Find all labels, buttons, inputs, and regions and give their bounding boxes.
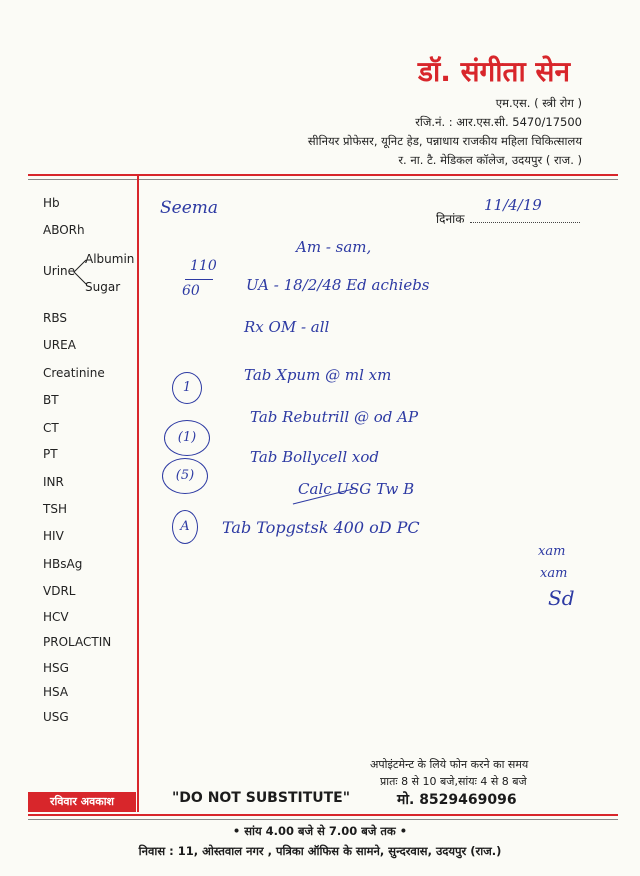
- test-hiv: HIV: [43, 529, 64, 543]
- bp-systolic: 110: [190, 258, 217, 274]
- test-vdrl: VDRL: [43, 584, 76, 598]
- med-number-1: 1: [172, 372, 202, 404]
- date-line: [470, 222, 580, 223]
- appointment-time: प्रातः 8 से 10 बजे,सांयः 4 से 8 बजे: [380, 775, 527, 788]
- date-label: दिनांक: [436, 212, 465, 226]
- urine-label: Urine: [43, 264, 76, 278]
- test-inr: INR: [43, 475, 64, 489]
- evening-timing: • सांय 4.00 बजे से 7.00 बजे तक •: [232, 824, 408, 838]
- medicine-4: Calc USG Tw B: [298, 480, 415, 498]
- column-divider: [137, 176, 139, 812]
- tail-note-2: xam: [540, 566, 568, 581]
- medicine-1: Tab Xpum @ ml xm: [244, 366, 392, 384]
- doctor-degree: एम.एस. ( स्त्री रोग ): [495, 96, 582, 110]
- test-hsg: HSG: [43, 661, 69, 675]
- doctor-signature: Sd: [548, 586, 575, 610]
- footer-divider-grey: [28, 819, 618, 820]
- bp-fraction-line: [185, 279, 213, 280]
- bp-diastolic: 60: [182, 283, 200, 299]
- test-hcv: HCV: [43, 610, 69, 624]
- test-tsh: TSH: [43, 502, 67, 516]
- footer-divider-red: [28, 814, 618, 816]
- test-ct: CT: [43, 421, 59, 435]
- do-not-substitute: "DO NOT SUBSTITUTE": [172, 790, 351, 806]
- registration-number: रजि.नं. : आर.एस.सी. 5470/17500: [415, 115, 582, 129]
- tail-note-1: xam: [538, 544, 566, 559]
- med-number-2: (1): [164, 420, 210, 456]
- test-usg: USG: [43, 710, 69, 724]
- medicine-5: Tab Topgstsk 400 oD PC: [222, 518, 420, 537]
- residence-address: निवास : 11, ओस्तवाल नगर , पत्रिका ऑफिस के सामने, सुन्दरवास, उदयपुर (राज.): [138, 844, 502, 858]
- test-rbs: RBS: [43, 311, 67, 325]
- test-hb: Hb: [43, 196, 60, 210]
- appointment-title: अपोइंटमेन्ट के लिये फोन करने का समय: [370, 758, 529, 771]
- handwritten-date: 11/4/19: [484, 196, 542, 214]
- medicine-3: Tab Bollycell xod: [250, 448, 380, 466]
- complaint-line: Am - sam,: [296, 238, 372, 256]
- test-hsa: HSA: [43, 685, 69, 699]
- header-divider-red: [28, 174, 618, 176]
- sunday-holiday-badge: रविवार अवकाश: [28, 792, 136, 812]
- med-number-4: A: [172, 510, 198, 544]
- medicine-2: Tab Rebutrill @ od AP: [250, 408, 419, 426]
- college-name: र. ना. टै. मेडिकल कॉलेज, उदयपुर ( राज. ): [398, 153, 582, 167]
- doctor-position: सीनियर प्रोफेसर, यूनिट हेड, पन्नाधाय राजकीय महिला चिकित्सालय: [307, 134, 582, 148]
- test-urea: UREA: [43, 338, 76, 352]
- header-divider-grey: [28, 179, 618, 180]
- test-pt: PT: [43, 447, 58, 461]
- med-number-3: (5): [162, 458, 208, 494]
- test-prolactin: PROLACTIN: [43, 635, 112, 649]
- test-aborh: ABORh: [43, 223, 85, 237]
- mobile-number: मो. 8529469096: [397, 792, 517, 808]
- urine-sugar: Sugar: [85, 280, 121, 294]
- doctor-name: डॉ. संगीता सेन: [418, 55, 570, 88]
- test-hbsag: HBsAg: [43, 557, 83, 571]
- rx-line: Rx OM - all: [244, 318, 330, 336]
- patient-name: Seema: [160, 198, 219, 218]
- test-creatinine: Creatinine: [43, 366, 105, 380]
- urine-albumin: Albumin: [85, 252, 135, 266]
- ua-note: UA - 18/2/48 Ed achiebs: [246, 276, 430, 294]
- test-bt: BT: [43, 393, 59, 407]
